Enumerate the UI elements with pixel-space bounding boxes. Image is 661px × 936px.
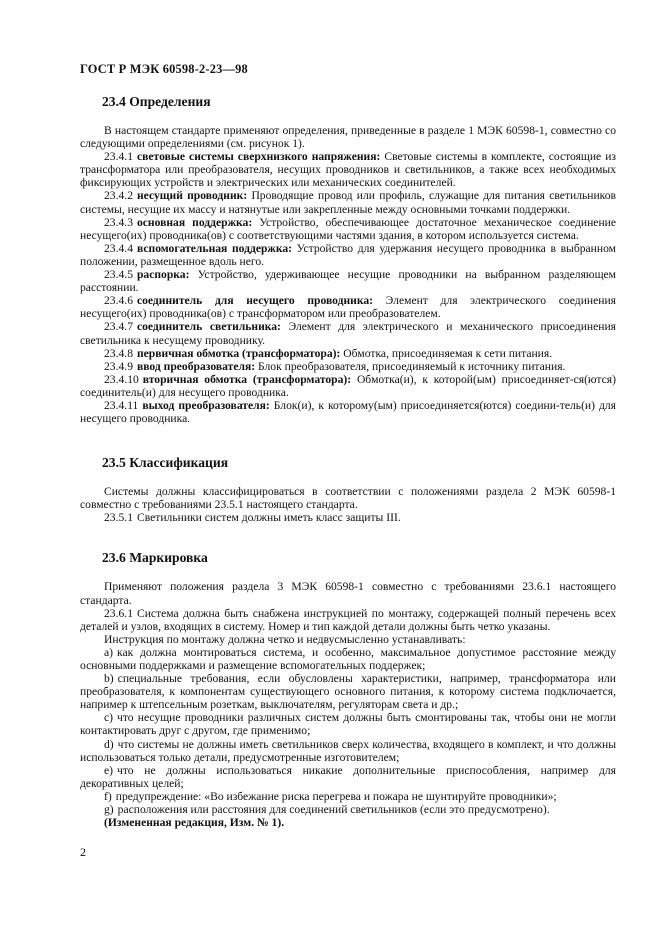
paragraph (80, 607, 616, 633)
paragraph (80, 320, 616, 346)
paragraph (80, 399, 616, 425)
paragraph-text: В настоящем стандарте применяют определения, приведенные в разделе 1 МЭК 60598-1, совместно со следующими определениями (см. рисунок 1). (80, 124, 616, 151)
paragraph-text: Светильники систем должны иметь класс защиты III. (136, 511, 401, 525)
paragraph-text: Устройство, обеспечивающее достаточное механическое соединение несущего(их) проводника(ов) с соответствующими частями здания, в котором используется система. (80, 215, 616, 242)
clause-number: 23.4.1 (104, 150, 133, 164)
paragraph-text: что системы не должны иметь светильников сверх количества, входящего в комплект, и что должны использоваться только детали, предусмотренные изготовителем; (80, 737, 616, 764)
clause-number: 23.4.11 (104, 398, 139, 412)
paragraph-text: (Измененная редакция, Изм. № 1). (104, 816, 285, 830)
paragraph (80, 646, 616, 672)
clause-number: а) (104, 645, 114, 659)
paragraph-text: Применяют положения раздела 3 МЭК 60598-1 совместно с требованиями 23.6.1 настоящего стандарта. (80, 580, 616, 607)
paragraph-text: Обмотка, присоединяемая к сети питания. (343, 346, 553, 360)
paragraph (80, 189, 616, 215)
term-name: вторичная обмотка (трансформатора): (142, 372, 352, 386)
paragraph-text: что не должны использоваться никакие дополнительные приспособления, например для декоративных целей; (80, 763, 616, 790)
paragraph (80, 711, 616, 737)
section-2 (80, 455, 616, 524)
paragraph-text: Системы должны классифицироваться в соответствии с положениями раздела 2 МЭК 60598-1 совместно с требованиями 23.5.1 настоящего стандарта. (80, 485, 616, 512)
paragraph-text: Обмотка(и), к которой(ым) присоединяет-ся(ются) соединитель(и) для несущего проводника. (80, 372, 616, 399)
paragraph (80, 242, 616, 268)
paragraph (80, 216, 616, 242)
paragraph-text: специальные требования, если обусловлены характеристики, например, трансформатора или преобразователя, к компонентам существующего основного питания, к которому система подключается, например к штепсельным розеткам, выключателям, регуляторам света и др.; (80, 672, 616, 712)
clause-number: 23.4.3 (104, 215, 133, 229)
term-name: ввод преобразователя: (136, 359, 256, 373)
paragraph-text: предупреждение: «Во избежание риска перегрева и пожара не шунтируйте проводники»; (115, 789, 557, 803)
paragraph (80, 268, 616, 294)
paragraph (80, 764, 616, 790)
section-3 (80, 550, 616, 829)
paragraph (80, 738, 616, 764)
clause-number: b) (104, 672, 114, 686)
paragraph-text: Блок преобразователя, присоединяемый к источнику питания. (258, 359, 566, 373)
term-name: соединитель светильника: (136, 320, 281, 334)
term-name: основная поддержка: (136, 215, 253, 229)
paragraph (80, 347, 616, 360)
paragraph-text: как должна монтироваться система, и особенно, максимальное допустимое расстояние между основными поддержками и размещение вспомогательных поддержек; (80, 645, 616, 672)
section-heading: 23.5 Классификация (102, 455, 229, 471)
section-heading: 23.6 Маркировка (102, 550, 208, 566)
paragraph (80, 124, 616, 150)
clause-number: 23.4.5 (104, 268, 133, 282)
paragraph-text: Система должна быть снабжена инструкцией по монтажу, содержащей полный перечень всех деталей и узлов, входящих в систему. Номер и тип каждой детали должны быть четко указаны. (80, 606, 616, 633)
paragraph (80, 790, 616, 803)
paragraph (80, 373, 616, 399)
document-header-title: ГОСТ Р МЭК 60598-2-23—98 (80, 62, 248, 76)
term-name: соединитель для несущего проводника: (136, 294, 374, 308)
paragraph-text: что несущие проводники различных систем должны быть смонтированы так, чтобы они не могли контактировать друг с другом, где применимо; (80, 711, 616, 738)
paragraph-text: Элемент для электрического и механического присоединения светильника к несущему проводнику. (80, 320, 616, 347)
clause-number: 23.4.4 (104, 241, 133, 255)
paragraph (80, 816, 616, 829)
section-heading: 23.4 Определения (102, 94, 211, 109)
paragraph (80, 150, 616, 189)
page-number: 2 (80, 845, 86, 859)
paragraph (80, 511, 616, 524)
paragraph-text: Проводящие провод или профиль, служащие для питания светильников системы, несущие их массу и натянутые или закрепленные между основными точками поддержки. (80, 189, 616, 216)
document-body (80, 94, 616, 851)
paragraph (80, 580, 616, 606)
paragraph-text: Световые системы в комплекте, состоящие из трансформатора или преобразователя, несущих проводников и светильников, а также всех необходимых фиксирующих устройств и электрических или механических соединителей. (80, 150, 616, 190)
clause-number: d) (104, 737, 114, 751)
clause-number: 23.4.9 (104, 359, 133, 373)
clause-number: g) (104, 803, 114, 817)
clause-number: 23.4.6 (104, 294, 133, 308)
paragraph (80, 294, 616, 320)
paragraph-text: Устройство, удерживающее несущие проводники на выбранном разделяющем расстоянии. (80, 268, 616, 295)
paragraph (80, 672, 616, 711)
term-name: распорка: (136, 268, 190, 282)
clause-number: 23.4.10 (104, 372, 139, 386)
paragraph (80, 485, 616, 511)
paragraph-text: Элемент для электрического соединения несущего(их) проводника(ов) с трансформатором или преобразователем. (80, 294, 616, 321)
paragraph (80, 360, 616, 373)
clause-number: 23.4.8 (104, 346, 133, 360)
clause-number: 23.4.7 (104, 320, 133, 334)
term-name: вспомогательная поддержка: (136, 241, 293, 255)
clause-number: 23.6.1 (104, 606, 133, 620)
paragraph-text: Устройство для удержания несущего проводника в выбранном положении, размещенное вдоль него. (80, 241, 616, 268)
paragraph-text: Блок(и), к которому(ым) присоединяется(ются) соедини-тель(и) для несущего проводника. (80, 398, 617, 426)
clause-number: е) (104, 763, 114, 777)
paragraph (80, 633, 616, 646)
clause-number: с) (104, 711, 114, 725)
clause-number: 23.4.2 (104, 189, 133, 203)
term-name: световые системы сверхнизкого напряжения: (136, 150, 381, 164)
section-1 (80, 94, 616, 425)
clause-number: f) (104, 789, 112, 803)
term-name: первичная обмотка (трансформатора): (136, 346, 341, 360)
clause-number: 23.5.1 (104, 511, 133, 525)
term-name: несущий проводник: (136, 189, 248, 203)
paragraph-text: расположения или расстояния для соединений светильников (если это предусмотрено). (117, 803, 550, 817)
term-name: выход преобразователя: (142, 398, 270, 412)
paragraph (80, 803, 616, 816)
paragraph-text: Инструкция по монтажу должна четко и недвусмысленно устанавливать: (104, 632, 466, 646)
